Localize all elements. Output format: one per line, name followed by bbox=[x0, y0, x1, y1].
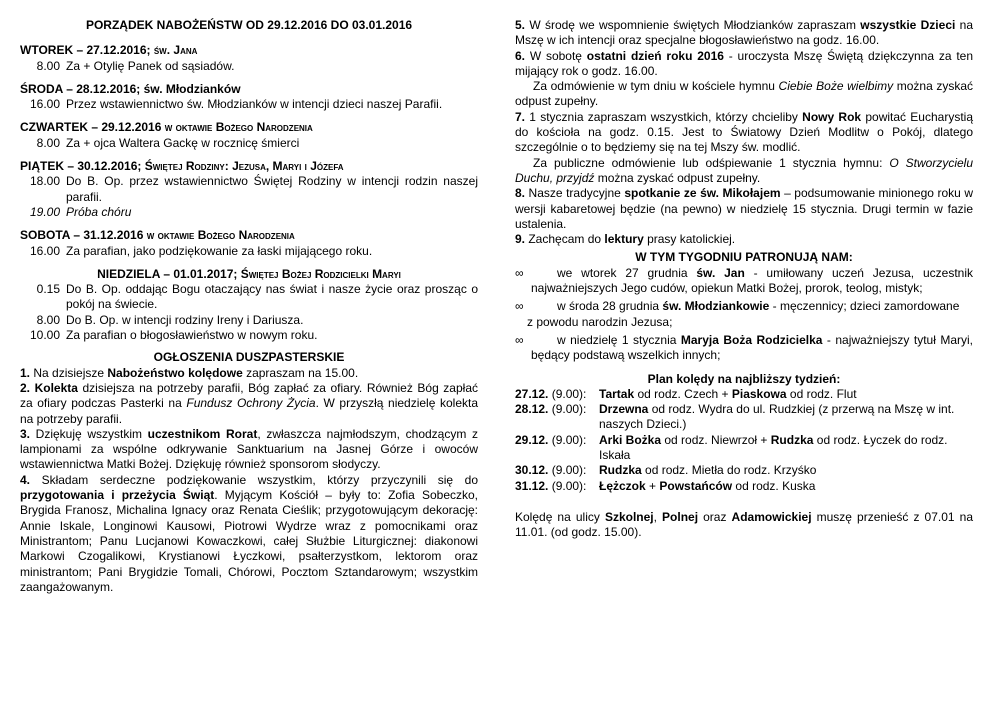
announcement-bold: lektury bbox=[604, 232, 644, 247]
announcement-text: zapraszam na 15.00. bbox=[242, 365, 359, 380]
mass-time: 8.00 bbox=[36, 58, 60, 73]
announcement-italic: Ciebie Boże wielbimy bbox=[778, 79, 894, 94]
patron-text-pre: z powodu narodzin Jezusa; bbox=[527, 314, 673, 329]
announcement-6-indulgence bbox=[515, 79, 973, 110]
day-heading bbox=[20, 120, 478, 135]
day-note: w oktawie Bożego Narodzenia bbox=[164, 120, 313, 135]
announcement-text: – podsumowanie minionego roku w wersji kabaretowej będzie (na pewno) w niedzielę 15 stycznia. Drugi termin w fazie ustalenia. bbox=[515, 186, 973, 231]
right-column bbox=[515, 18, 973, 541]
announcement-italic: O Stworzycielu Duchu, przyjdź bbox=[515, 155, 974, 185]
plan-street: Piaskowa bbox=[731, 386, 787, 401]
day-heading bbox=[20, 159, 478, 174]
final-street: Szkolnej bbox=[604, 509, 654, 524]
plan-day: 27.12. bbox=[515, 386, 549, 401]
announcement-6 bbox=[515, 49, 973, 80]
plan-time: (9.00): bbox=[548, 386, 587, 401]
patron-item bbox=[515, 315, 973, 330]
patrons-title: W TYM TYGODNIU PATRONUJĄ NAM: bbox=[635, 250, 853, 265]
announcement-text: - uroczysta Mszę Świętą dziękczynna za ten mijający rok o godz. 16.00. bbox=[515, 48, 974, 78]
plan-route bbox=[599, 387, 973, 402]
day-heading bbox=[20, 82, 478, 97]
plan-time: (9.00): bbox=[548, 478, 587, 493]
mass-time: 0.15 bbox=[36, 282, 60, 297]
plan-date bbox=[515, 387, 599, 402]
mass-time: 10.00 bbox=[29, 328, 60, 343]
announcement-number: 2. bbox=[20, 380, 31, 395]
mass-time: 8.00 bbox=[36, 312, 60, 327]
plan-row bbox=[515, 433, 973, 464]
announcement-bold: spotkanie ze św. Mikołajem bbox=[624, 186, 781, 201]
announcement-text: . Myjącym Kościół – były to: Zofia Sobeczko, Brygida Franosz, Michalina Ignacy oraz Renata Cieślik; przygotowującym dekorację: Annie Iskale, Longinowi Kausowi, Piotrowi Wydrze wraz z pomocnikami oraz Ministrantom; Panu Lucjanowi Kowaczkowi, całej Służbie Liturgicznej: diakonowi Markowi Czogalikowi, Krystianowi Łyczkowi, psałterzystkom, lektorom oraz ministrantom; Pani Brygidzie Tomali, Chórowi, Pocztom Sztandarowym; wszystkim zaangażowanym. bbox=[20, 488, 478, 594]
mass-intention: Do B. Op. oddając Bogu otaczający nas świat i nasze życie oraz prosząc o pokój na świecie. bbox=[66, 282, 478, 312]
announcement-text: W środę we wspomnienie świętych Młodzianków zapraszam bbox=[525, 18, 861, 32]
announcement-number: 3. bbox=[20, 426, 31, 441]
announcement-bold: ostatni dzień roku 2016 bbox=[586, 48, 724, 63]
announcement-number: 1. bbox=[20, 365, 31, 380]
mass-time: 16.00 bbox=[29, 97, 60, 112]
plan-street: Tartak bbox=[599, 386, 635, 401]
patron-text bbox=[531, 266, 973, 297]
plan-title: Plan kolędy na najbliższy tydzień: bbox=[647, 371, 841, 386]
patron-text-pre: w niedzielę 1 stycznia bbox=[557, 332, 681, 347]
announcement-bold: Kolekta bbox=[34, 380, 78, 395]
plan-street: Powstańców bbox=[659, 478, 733, 493]
patron-item bbox=[515, 333, 973, 364]
plan-street: Drzewna bbox=[599, 402, 649, 417]
announcement-text: , zwłaszcza najmłodszym, chodzącym z lampionami za wspólne odkrywanie Sanktuarium na Jasnej Górze i owoców wstawiennictwa Matki Bożej. Dziękuję również sponsorom słodyczy. bbox=[20, 426, 478, 472]
day-date: WTOREK – 27.12.2016; bbox=[20, 43, 154, 58]
plan-text: od rodz. Czech + bbox=[634, 386, 732, 401]
plan-date bbox=[515, 433, 599, 448]
announcement-8 bbox=[515, 186, 973, 232]
announcement-number: 8. bbox=[515, 186, 526, 201]
infinity-icon: ∞ bbox=[515, 265, 524, 280]
announcement-text: można zyskać odpust zupełny. bbox=[515, 79, 974, 109]
mass-intention: Za + Otylię Panek od sąsiadów. bbox=[66, 58, 235, 73]
mass-row bbox=[20, 282, 478, 313]
announcement-text: Nasze tradycyjne bbox=[525, 186, 625, 201]
announcement-3 bbox=[20, 427, 478, 473]
day-date: ŚRODA – 28.12.2016; bbox=[20, 81, 144, 96]
plan-text: od rodz. Kuska bbox=[732, 478, 816, 493]
plan-text: od rodz. Niewrzoł + bbox=[661, 432, 771, 447]
plan-street: Arki Bożka bbox=[599, 432, 662, 447]
plan-street: Rudzka bbox=[599, 463, 642, 478]
plan-time: (9.00): bbox=[548, 432, 587, 447]
plan-text: + bbox=[645, 478, 660, 493]
announcement-text: Na dzisiejsze bbox=[30, 365, 108, 380]
announcement-number: 9. bbox=[515, 232, 526, 247]
announcement-number: 4. bbox=[20, 472, 31, 487]
announcements-title: OGŁOSZENIA DUSZPASTERSKIE bbox=[153, 350, 345, 365]
mass-intention: Za parafian, jako podziękowanie za łaski mijającego roku. bbox=[66, 243, 373, 258]
mass-time: 8.00 bbox=[36, 135, 60, 150]
plan-day: 30.12. bbox=[515, 463, 549, 478]
day-date: NIEDZIELA – 01.01.2017; bbox=[97, 266, 241, 281]
plan-street: Rudzka bbox=[770, 432, 814, 447]
final-street: Adamowickiej bbox=[731, 509, 812, 524]
final-text: muszę przenieść z 07.01 na 11.01. (od godz. 15.00). bbox=[515, 509, 973, 540]
announcement-text: W sobotę bbox=[525, 48, 587, 63]
announcement-1 bbox=[20, 366, 478, 381]
announcement-bold: Nabożeństwo kolędowe bbox=[107, 365, 243, 380]
day-note: św. Młodzianków bbox=[143, 81, 241, 96]
mass-time: 19.00 bbox=[29, 204, 60, 219]
plan-street: Łężczok bbox=[599, 478, 646, 493]
announcement-text: . W przyszłą niedzielę kolekta na potrzeby parafii. bbox=[20, 396, 479, 426]
plan-text: od rodz. Flut bbox=[786, 386, 857, 401]
plan-route bbox=[599, 402, 973, 433]
patron-text-post: - umiłowany uczeń Jezusa, uczestnik najważniejszych Jego cudów, opiekun Matki Bożej, prorok, teolog, mistyk; bbox=[531, 265, 973, 296]
day-note: Świętej Bożej Rodzicielki Maryi bbox=[240, 266, 401, 281]
patron-text bbox=[527, 315, 973, 330]
mass-intention: Do B. Op. w intencji rodziny Ireny i Dariusza. bbox=[66, 312, 304, 327]
final-text: , bbox=[653, 509, 663, 524]
day-date: SOBOTA – 31.12.2016 bbox=[20, 228, 147, 243]
day-note: św. Jana bbox=[153, 43, 198, 58]
mass-row bbox=[20, 328, 478, 343]
plan-date bbox=[515, 463, 599, 478]
mass-row bbox=[20, 244, 478, 259]
schedule-title: PORZĄDEK NABOŻEŃSTW OD 29.12.2016 DO 03.01.2016 bbox=[85, 18, 413, 32]
announcement-bold: Nowy Rok bbox=[802, 109, 862, 124]
plan-day: 29.12. bbox=[515, 432, 549, 447]
sunday-heading bbox=[20, 267, 478, 282]
mass-row bbox=[20, 205, 478, 220]
announcement-italic: Fundusz Ochrony Życia bbox=[186, 396, 316, 411]
announcement-7 bbox=[515, 110, 973, 156]
announcement-7-indulgence bbox=[515, 156, 973, 187]
infinity-icon: ∞ bbox=[515, 332, 524, 347]
patron-item bbox=[515, 299, 973, 314]
mass-intention: Próba chóru bbox=[66, 204, 132, 219]
plan-day: 28.12. bbox=[515, 402, 549, 417]
announcement-4 bbox=[20, 473, 478, 595]
plan-route bbox=[599, 463, 973, 478]
announcement-text: prasy katolickiej. bbox=[643, 232, 736, 247]
plan-text: od rodz. Mietła do rodz. Krzyśko bbox=[641, 463, 817, 478]
plan-route bbox=[599, 433, 973, 464]
plan-day: 31.12. bbox=[515, 478, 549, 493]
announcement-text: Dziękuję wszystkim bbox=[30, 426, 148, 441]
plan-time: (9.00): bbox=[548, 463, 587, 478]
mass-row bbox=[20, 136, 478, 151]
mass-row bbox=[20, 59, 478, 74]
plan-date bbox=[515, 402, 599, 417]
announcement-text: Zachęcam do bbox=[525, 232, 605, 247]
day-heading bbox=[20, 43, 478, 58]
left-column bbox=[20, 18, 478, 595]
announcement-5 bbox=[515, 18, 973, 49]
patron-name: Maryja Boża Rodzicielka bbox=[680, 332, 823, 347]
patron-text bbox=[531, 299, 973, 314]
announcement-number: 5. bbox=[515, 18, 526, 32]
mass-row bbox=[20, 97, 478, 112]
announcement-number: 6. bbox=[515, 48, 526, 63]
mass-row bbox=[20, 174, 478, 205]
patron-name: św. Jan bbox=[696, 265, 745, 280]
plan-time: (9.00): bbox=[548, 402, 587, 417]
plan-row bbox=[515, 479, 973, 494]
announcement-text: Za publiczne odmówienie lub odśpiewanie 1 stycznia hymnu: bbox=[533, 155, 890, 170]
announcement-text: dzisiejsza na potrzeby parafii, Bóg zapłać za ofiary. Również Bóg zapłać za ofiary podczas Pasterki na bbox=[20, 380, 478, 411]
mass-intention: Za + ojca Waltera Gackę w rocznicę śmierci bbox=[66, 135, 300, 150]
patron-text-pre: we wtorek 27 grudnia bbox=[557, 265, 697, 280]
announcement-9 bbox=[515, 232, 973, 247]
final-text: Kolędę na ulicy bbox=[515, 509, 605, 524]
announcement-bold: przygotowania i przeżycia Świąt bbox=[20, 488, 215, 503]
patron-name: św. Młodziankowie bbox=[662, 299, 770, 314]
mass-time: 16.00 bbox=[29, 243, 60, 258]
announcement-text: powitać Eucharystią do kościoła na godz. 0.15. Jest to Światowy Dzień Modlitw o Pokój, dlatego szczególnie o to będziemy się na tej Mszy św. modlić. bbox=[515, 109, 973, 155]
announcement-text: można zyskać odpust zupełny. bbox=[594, 170, 761, 185]
final-note bbox=[515, 510, 973, 541]
mass-intention: Za parafian o błogosławieństwo w nowym roku. bbox=[66, 328, 318, 343]
mass-time: 18.00 bbox=[29, 174, 60, 189]
plan-row bbox=[515, 402, 973, 433]
infinity-icon: ∞ bbox=[515, 299, 524, 314]
announcement-bold: wszystkie Dzieci bbox=[860, 18, 956, 32]
plan-row bbox=[515, 387, 973, 402]
patron-text-post: - męczennicy; dzieci zamordowane bbox=[769, 299, 960, 314]
announcement-number: 7. bbox=[515, 109, 526, 124]
patron-text-pre: w środa 28 grudnia bbox=[557, 299, 663, 314]
day-date: CZWARTEK – 29.12.2016 bbox=[20, 120, 165, 135]
plan-row bbox=[515, 463, 973, 478]
plan-date bbox=[515, 479, 599, 494]
day-heading bbox=[20, 228, 478, 243]
patron-item bbox=[515, 266, 973, 297]
plan-text: od rodz. Łyczek do rodz. Iskała bbox=[599, 432, 948, 463]
day-date: PIĄTEK – 30.12.2016; bbox=[20, 159, 145, 174]
announcement-text: Składam serdeczne podziękowanie wszystkim, którzy przyczynili się do bbox=[30, 472, 478, 487]
mass-row bbox=[20, 313, 478, 328]
patron-text-post: - najważniejszy tytuł Maryi, będący podstawą wszelkich innych; bbox=[531, 332, 973, 363]
final-street: Polnej bbox=[662, 509, 699, 524]
plan-text: od rodz. Wydra do ul. Rudzkiej (z przerwą na Mszę w int. naszych Dzieci.) bbox=[599, 402, 955, 432]
mass-intention: Do B. Op. przez wstawiennictwo Świętej Rodziny w intencji rodzin naszej parafii. bbox=[66, 174, 478, 204]
patron-text bbox=[531, 333, 973, 364]
announcement-2 bbox=[20, 381, 478, 427]
plan-route bbox=[599, 479, 973, 494]
announcement-bold: uczestnikom Rorat bbox=[147, 426, 258, 441]
announcement-text: 1 stycznia zapraszam wszystkich, którzy chcieliby bbox=[525, 109, 803, 124]
day-note: w oktawie Bożego Narodzenia bbox=[146, 228, 295, 243]
announcement-text: na Mszę w ich intencji oraz specjalne błogosławieństwo na godz. 16.00. bbox=[515, 18, 973, 48]
final-text: oraz bbox=[698, 509, 732, 524]
day-note: Świętej Rodziny: Jezusa, Maryi i Józefa bbox=[144, 159, 344, 174]
announcement-text: Za odmówienie w tym dniu w kościele hymnu bbox=[533, 79, 779, 94]
mass-intention: Przez wstawiennictwo św. Młodzianków w intencji dzieci naszej Parafii. bbox=[66, 97, 443, 112]
